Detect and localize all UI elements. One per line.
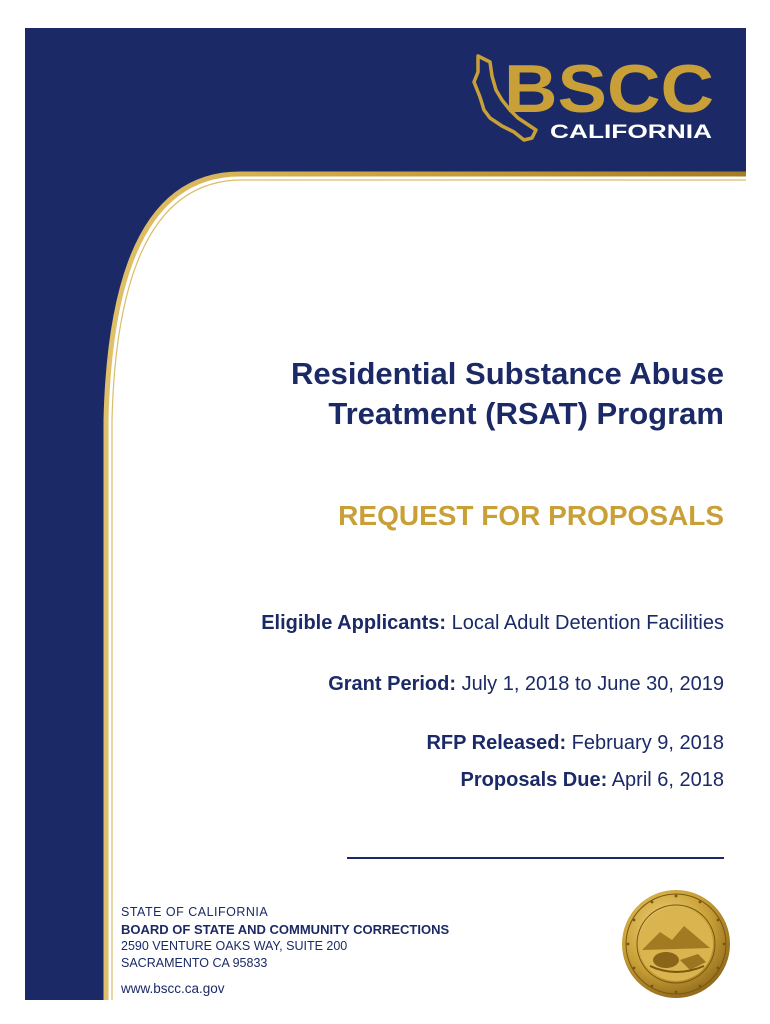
eligible-applicants-line xyxy=(84,612,724,635)
title-line-2: Treatment (RSAT) Program xyxy=(328,396,724,431)
proposals-due-line xyxy=(84,769,724,792)
grant-label: Grant Period: xyxy=(328,673,457,695)
footer-street: 2590 VENTURE OAKS WAY, SUITE 200 xyxy=(121,939,348,953)
great-seal-of-california-icon xyxy=(620,888,732,1000)
grant-value: July 1, 2018 to June 30, 2019 xyxy=(456,673,724,695)
footer-address xyxy=(121,904,449,972)
grant-period-line xyxy=(84,673,724,696)
program-title xyxy=(164,354,724,434)
logo-abbrev: BSCC xyxy=(504,52,714,127)
released-label: RFP Released: xyxy=(426,732,567,754)
bscc-logo xyxy=(470,52,720,152)
due-value: April 6, 2018 xyxy=(607,769,724,791)
due-label: Proposals Due: xyxy=(460,769,608,791)
logo-state: CALIFORNIA xyxy=(550,122,713,143)
footer-city: SACRAMENTO CA 95833 xyxy=(121,956,268,970)
website-link[interactable]: www.bscc.ca.gov xyxy=(121,981,225,996)
rfp-released-line xyxy=(84,732,724,755)
released-value: February 9, 2018 xyxy=(566,732,724,754)
footer-state: STATE OF CALIFORNIA xyxy=(121,905,269,919)
title-line-1: Residential Substance Abuse xyxy=(291,356,724,391)
document-type-heading: REQUEST FOR PROPOSALS xyxy=(338,500,724,531)
divider-line xyxy=(347,857,724,859)
footer-board-name: BOARD OF STATE AND COMMUNITY CORRECTIONS xyxy=(121,922,450,937)
eligible-label: Eligible Applicants: xyxy=(261,612,447,634)
eligible-value: Local Adult Detention Facilities xyxy=(446,612,724,634)
